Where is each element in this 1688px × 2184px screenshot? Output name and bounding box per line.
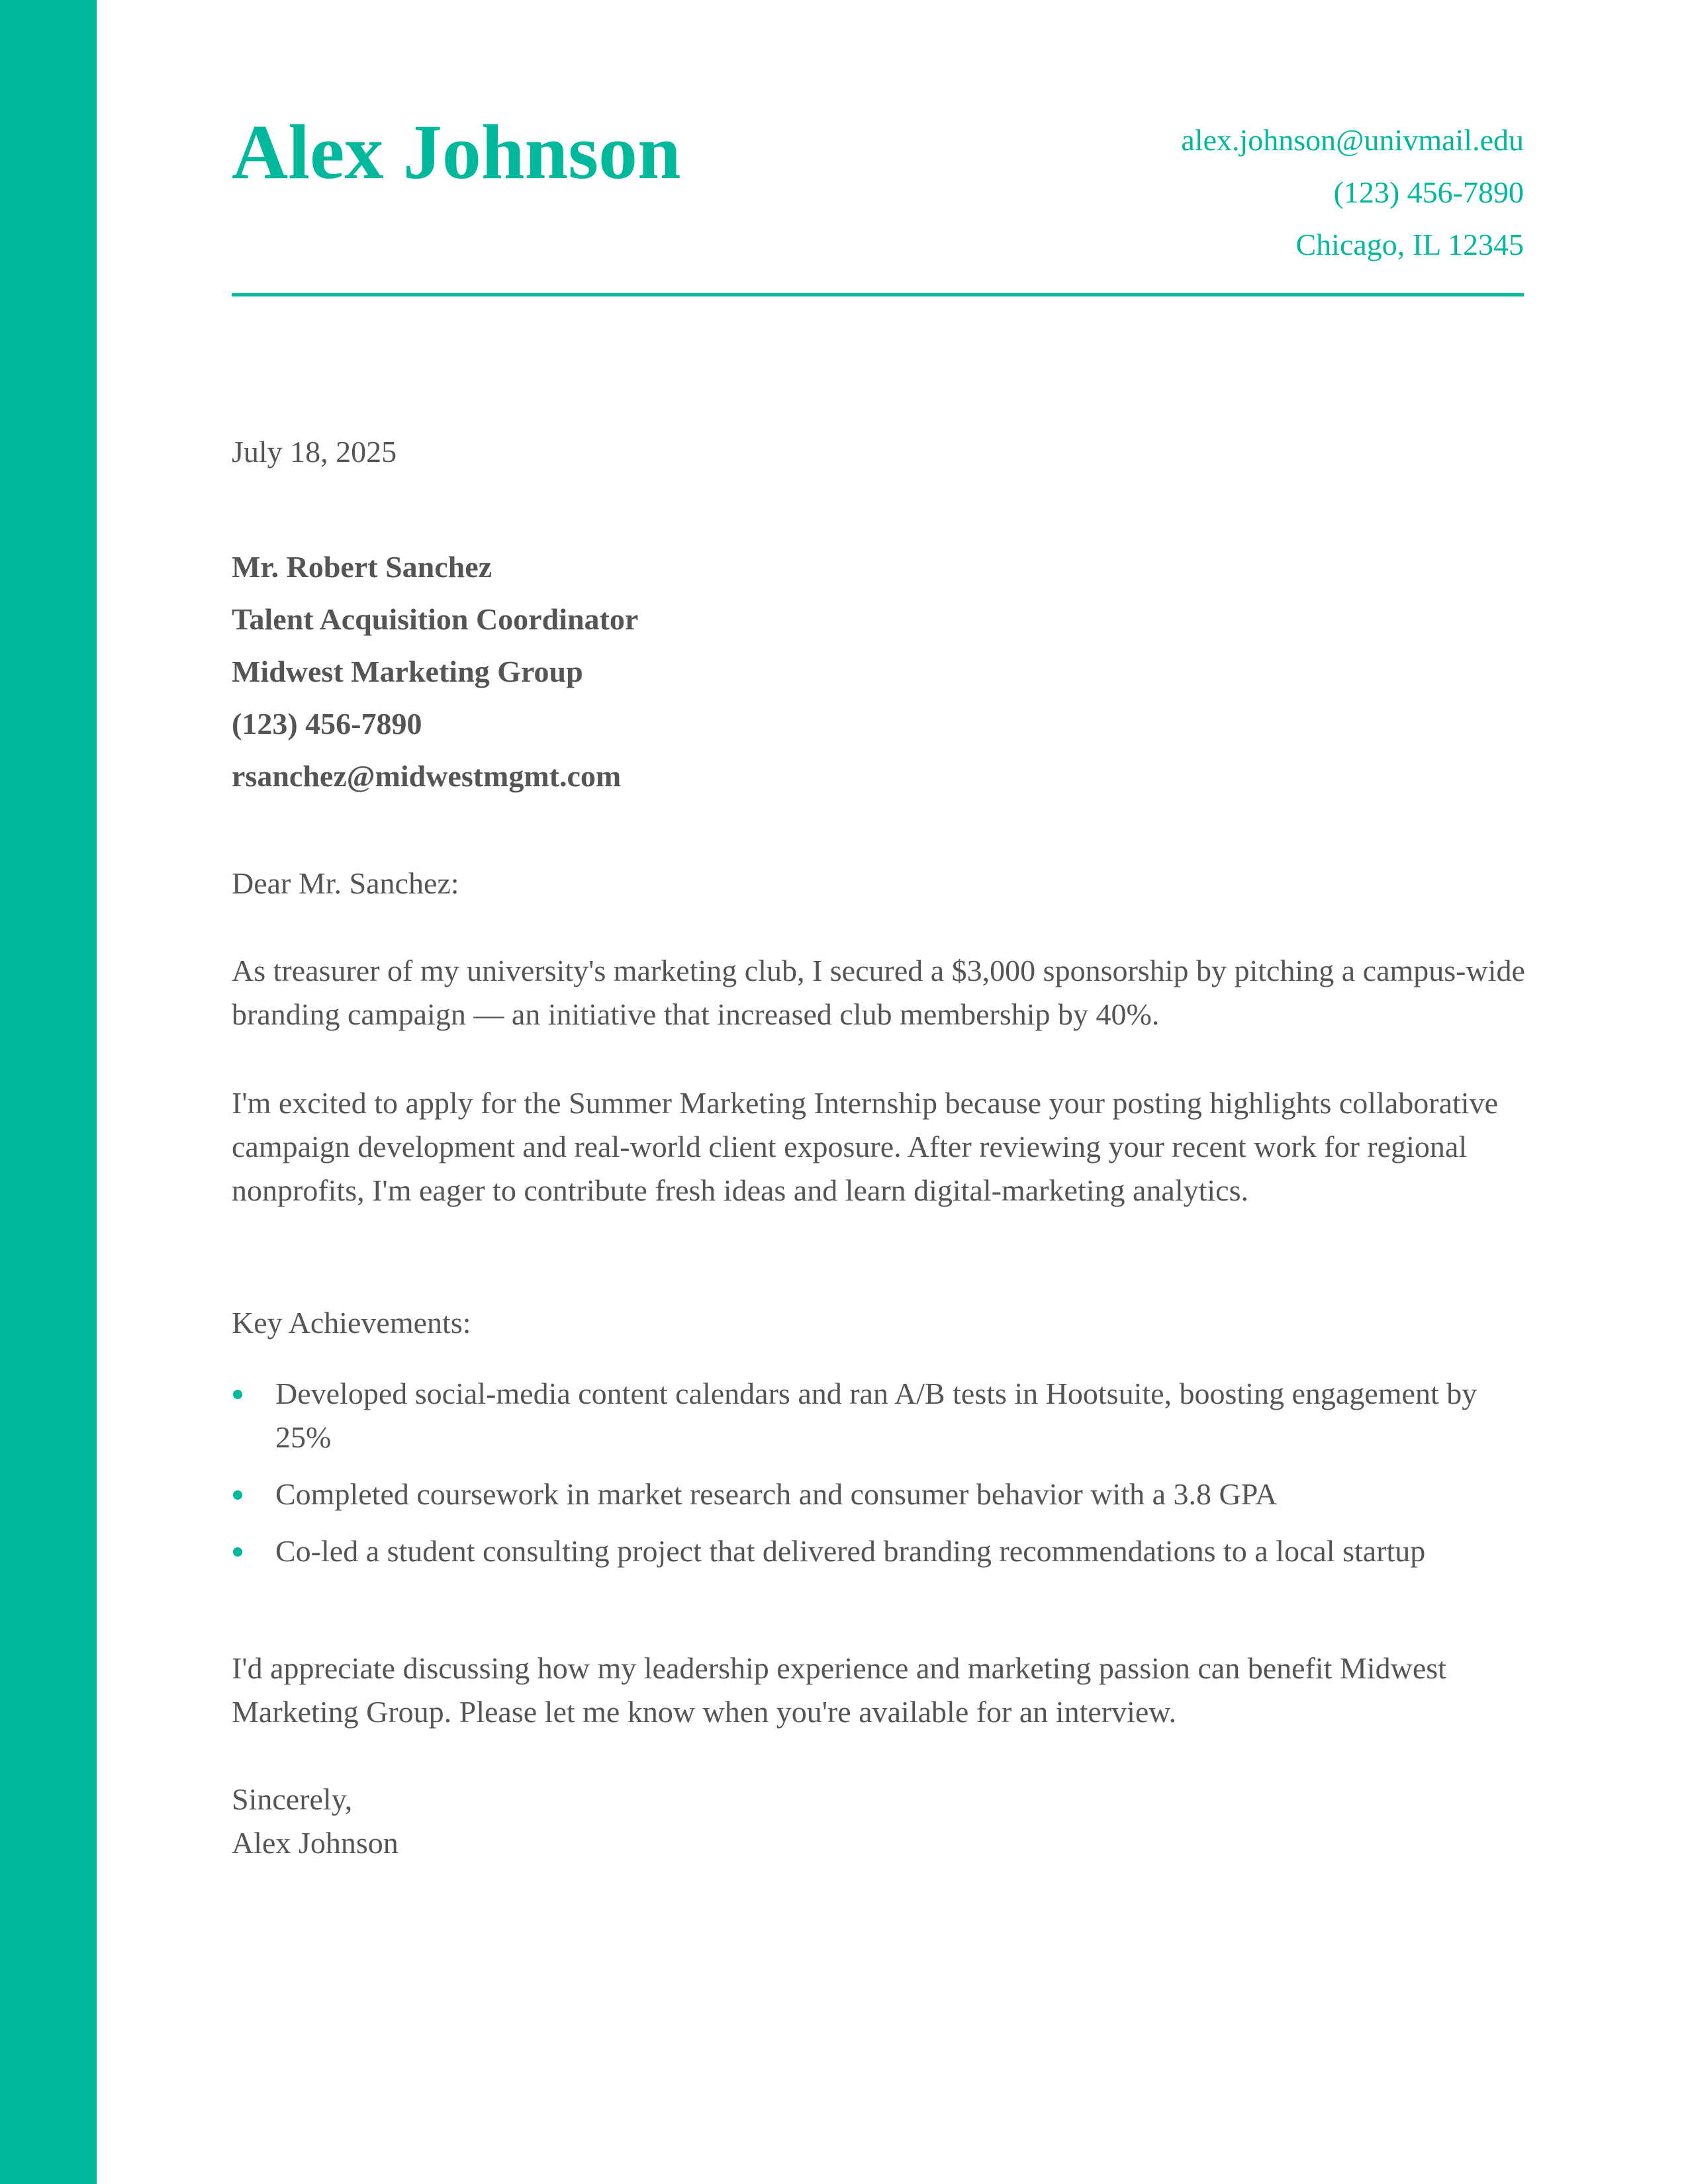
recipient-title: Talent Acquisition Coordinator [232,602,639,636]
achievement-text: Developed social-media content calendars and ran A/B tests in Hootsuite, boosting engagement by 25% [275,1377,1477,1454]
recipient-phone: (123) 456-7890 [232,707,422,741]
recipient-block [232,541,638,802]
sender-email[interactable]: alex.johnson@univmail.edu [1181,123,1524,157]
achievement-text: Completed coursework in market research and consumer behavior with a 3.8 GPA [275,1477,1278,1511]
body-paragraph-1: As treasurer of my university's marketing club, I secured a $3,000 sponsorship by pitching a campus-wide branding campaign — an initiative that increased club membership by 40%. [232,954,1525,1031]
letter-page [232,0,1525,1860]
sender-phone: (123) 456-7890 [1333,175,1524,209]
achievement-item [232,1529,1524,1573]
recipient-company: Midwest Marketing Group [232,655,583,688]
achievement-item [232,1473,1524,1516]
achievements-heading: Key Achievements: [232,1306,471,1340]
bullet-dot-icon [233,1490,242,1500]
recipient-email[interactable]: rsanchez@midwestmgmt.com [232,759,622,793]
header-divider [232,293,1524,296]
closing-paragraph: I'd appreciate discussing how my leadership experience and marketing passion can benefit Midwest Marketing Group. Please let me know when you're available for an interview. [232,1651,1446,1729]
sender-name: Alex Johnson [232,109,681,195]
letter-header [232,0,1524,295]
recipient-name: Mr. Robert Sanchez [232,550,492,584]
letter-greeting: Dear Mr. Sanchez: [232,866,459,900]
signature-name: Alex Johnson [232,1826,399,1860]
achievement-item [232,1372,1524,1459]
achievement-text: Co-led a student consulting project that delivered branding recommendations to a local startup [275,1534,1426,1568]
body-paragraph-2: I'm excited to apply for the Summer Marketing Internship because your posting highlights collaborative campaign development and real-world client exposure. After reviewing your recent work for regional nonprofits, I'm eager to contribute fresh ideas and learn digital-marketing analytics. [232,1086,1498,1207]
letter-date: July 18, 2025 [232,435,397,469]
sign-off: Sincerely, [232,1782,353,1816]
sender-contact [1181,114,1524,271]
achievements-list [232,1372,1524,1586]
accent-sidebar [0,0,97,2184]
bullet-dot-icon [233,1547,242,1557]
sender-location: Chicago, IL 12345 [1295,228,1524,261]
bullet-dot-icon [233,1390,242,1399]
closing-block [232,1778,399,1865]
